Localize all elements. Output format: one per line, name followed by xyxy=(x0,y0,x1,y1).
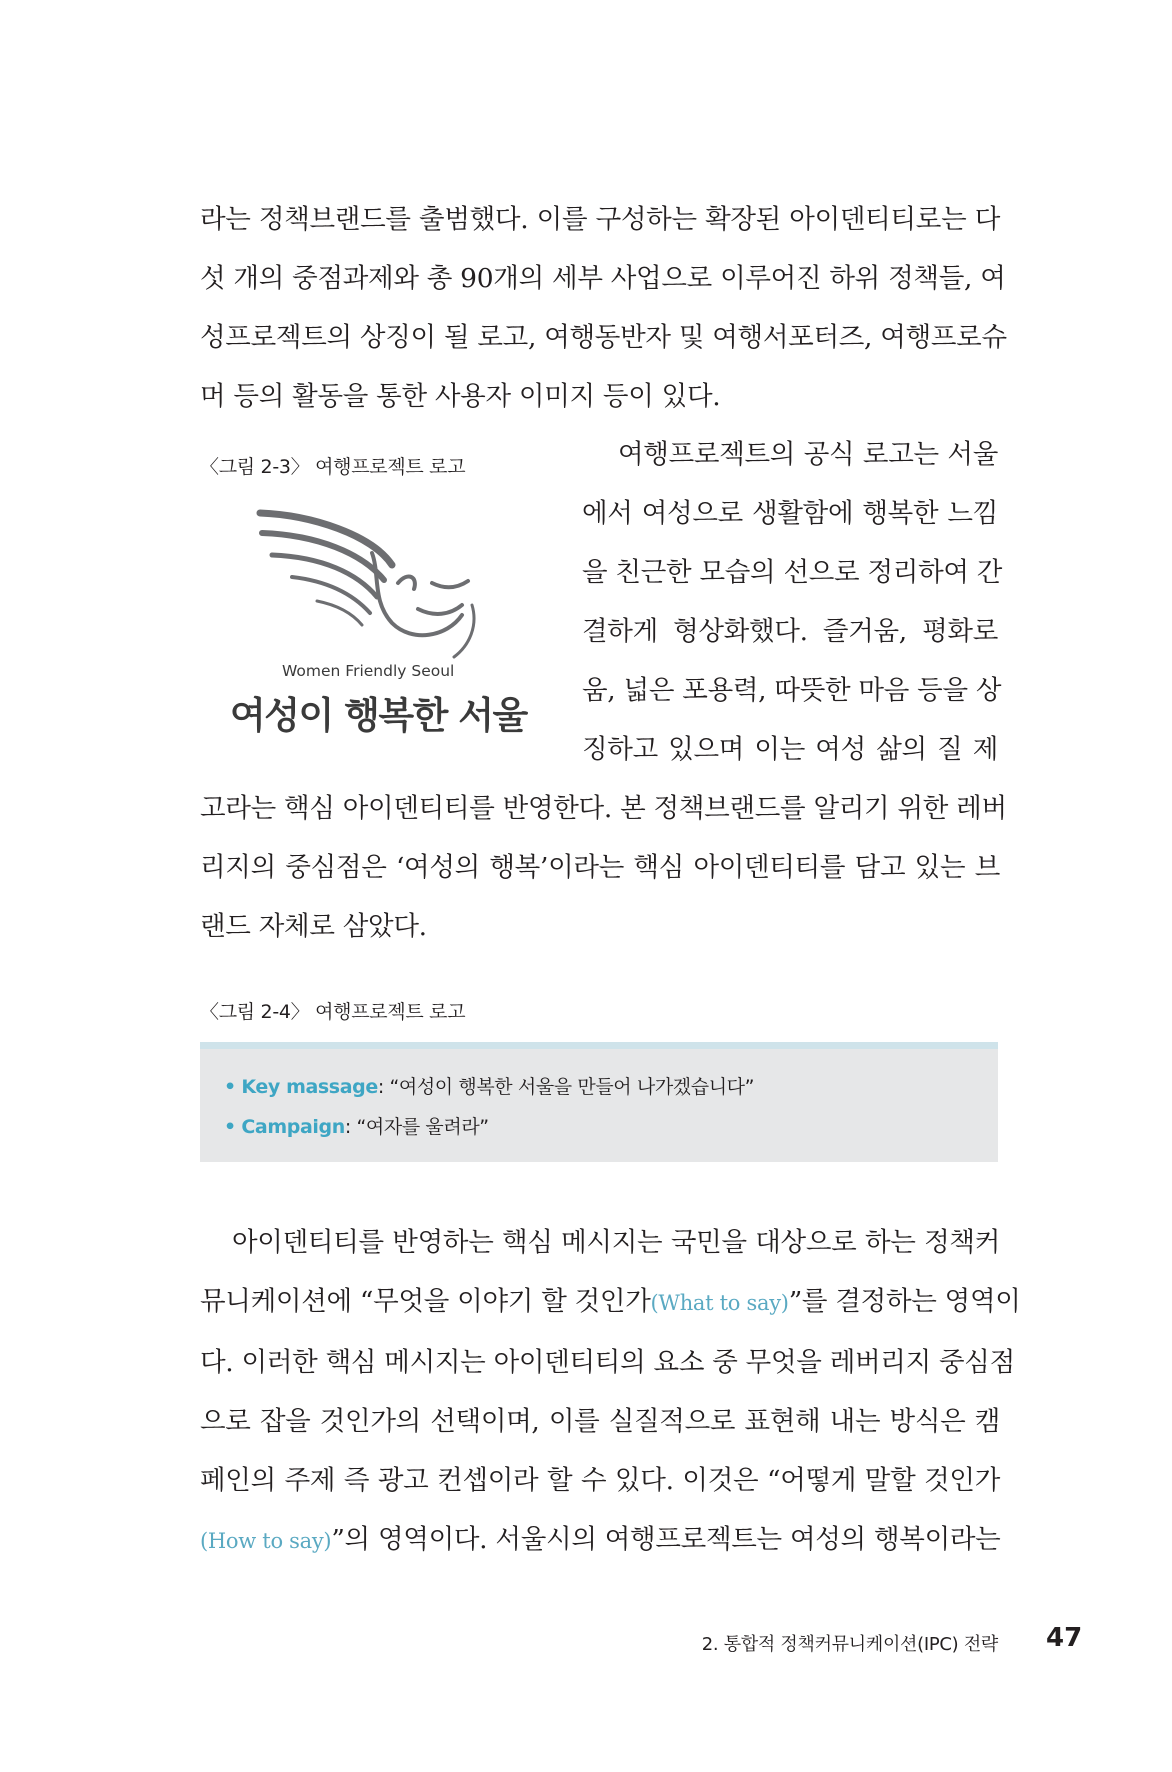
text-line: 성프로젝트의 상징이 될 로고, 여행동반자 및 여행서포터즈, 여행프로슈 xyxy=(200,322,1007,353)
text-line: 고라는 핵심 아이덴티티를 반영한다. 본 정책브랜드를 알리기 위한 레버 xyxy=(200,793,1007,824)
paragraph-2-wrapped xyxy=(582,425,1003,779)
text-line: 랜드 자체로 삼았다. xyxy=(200,911,427,942)
women-friendly-seoul-logo xyxy=(222,505,527,745)
text-line: 페인의 주제 즉 광고 컨셉이라 할 수 있다. 이것은 “어떻게 말할 것인가 xyxy=(200,1465,1000,1496)
key-message-row xyxy=(224,1072,754,1099)
english-phrase: (How to say) xyxy=(200,1529,332,1553)
text-line: 다. 이러한 핵심 메시지는 아이덴티티의 요소 중 무엇을 레버리지 중심점 xyxy=(200,1347,1015,1378)
text-line: 으로 잡을 것인가의 선택이며, 이를 실질적으로 표현해 내는 방식은 캠 xyxy=(200,1406,1000,1437)
text-line: 에서 여성으로 생활함에 행복한 느낌 xyxy=(582,498,998,529)
text-line xyxy=(200,1510,1000,1571)
text-line: 라는 정책브랜드를 출범했다. 이를 구성하는 확장된 아이덴티티로는 다 xyxy=(200,204,1000,235)
text-line: 리지의 중심점은 ‘여성의 행복’이라는 핵심 아이덴티티를 담고 있는 브 xyxy=(200,852,1000,883)
paragraph-3 xyxy=(200,1213,1021,1571)
text-line: 머 등의 활동을 통한 사용자 이미지 등이 있다. xyxy=(200,381,721,412)
logo-text-korean: 여성이 행복한 서울 xyxy=(230,694,527,737)
running-footer: 2. 통합적 정책커뮤니케이션(IPC) 전략 xyxy=(701,1634,998,1655)
campaign-label: Campaign xyxy=(241,1116,345,1138)
bullet: • xyxy=(224,1116,236,1138)
figure-caption-2-4: 〈그림 2-4〉 여행프로젝트 로고 xyxy=(200,1001,466,1023)
text-line: 여행프로젝트의 공식 로고는 서울 xyxy=(618,439,998,470)
key-message-text: : “여성이 행복한 서울을 만들어 나가겠습니다” xyxy=(377,1076,755,1098)
english-phrase: (What to say) xyxy=(650,1291,789,1315)
campaign-text: : “여자를 울려라” xyxy=(344,1116,489,1138)
text-line: 징하고 있으며 이는 여성 삶의 질 제 xyxy=(582,734,998,765)
text-segment: 뮤니케이션에 “무엇을 이야기 할 것인가 xyxy=(200,1286,651,1317)
campaign-row xyxy=(224,1112,489,1139)
text-line xyxy=(200,1272,1021,1333)
bullet: • xyxy=(224,1076,236,1098)
text-line: 섯 개의 중점과제와 총 90개의 세부 사업으로 이루어진 하위 정책들, 여 xyxy=(200,263,1006,294)
key-message-label: Key massage xyxy=(241,1076,378,1098)
wing-face-logo-icon xyxy=(222,505,522,665)
figure-caption-2-3: 〈그림 2-3〉 여행프로젝트 로고 xyxy=(200,456,466,478)
text-line: 아이덴티티를 반영하는 핵심 메시지는 국민을 대상으로 하는 정책커 xyxy=(232,1227,1000,1258)
paragraph-2-full xyxy=(200,779,1007,956)
text-line: 결하게 형상화했다. 즐거움, 평화로 xyxy=(582,616,998,647)
page-number: 47 xyxy=(1046,1623,1083,1653)
logo-text-english: Women Friendly Seoul xyxy=(282,662,455,680)
text-line: 움, 넓은 포용력, 따뜻한 마음 등을 상 xyxy=(582,675,1002,706)
paragraph-1 xyxy=(200,190,1007,426)
text-line: 을 친근한 모습의 선으로 정리하여 간 xyxy=(582,557,1003,588)
text-segment: ”를 결정하는 영역이 xyxy=(788,1286,1021,1317)
text-segment: ”의 영역이다. 서울시의 여행프로젝트는 여성의 행복이라는 xyxy=(331,1524,1001,1555)
key-message-box xyxy=(200,1042,998,1162)
